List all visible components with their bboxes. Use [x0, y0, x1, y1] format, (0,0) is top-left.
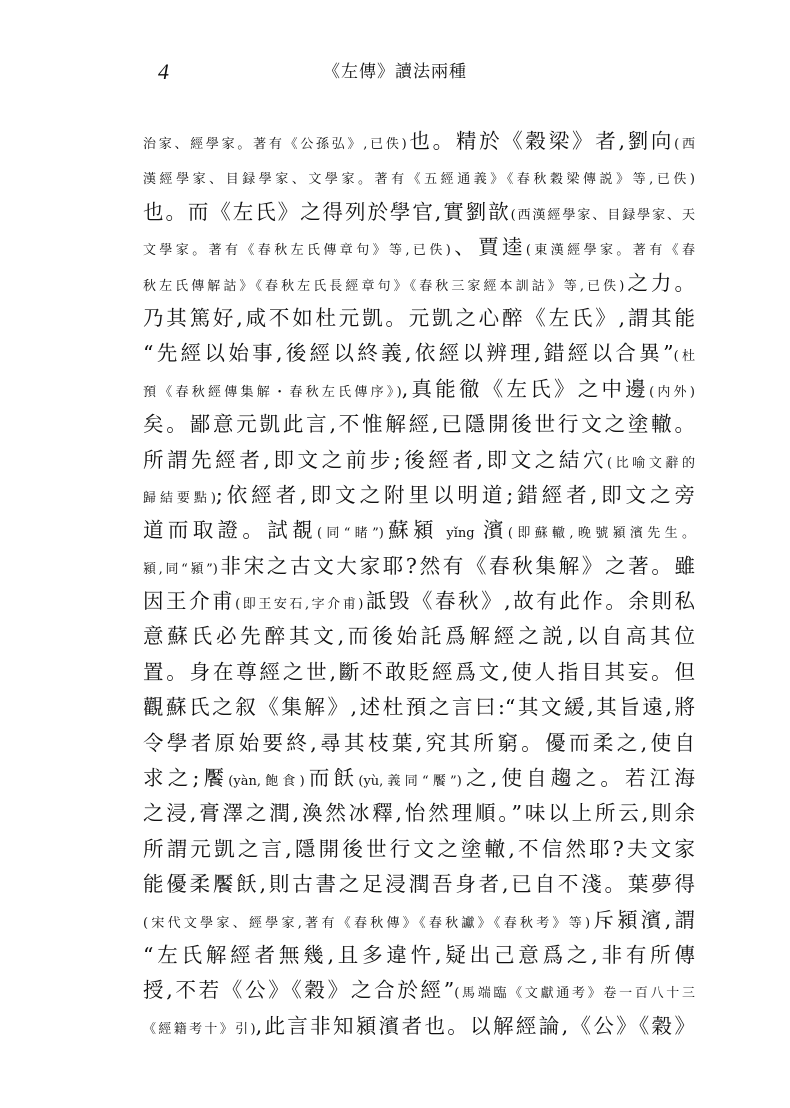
annotation-note: (内外): [649, 384, 695, 400]
main-text: 之力。: [624, 270, 695, 295]
main-text: 蘇潁: [383, 518, 438, 543]
main-text: 令學者原始要終,尋其枝葉,究其所窮。優而柔之,使自: [143, 730, 695, 755]
main-text: ;依經者,即文之附里以明道;錯經者,即文之旁: [215, 482, 695, 507]
text-line: [143, 478, 695, 513]
text-line: [143, 1009, 695, 1044]
annotation-note: yǐng: [437, 526, 484, 542]
page-number: 4: [158, 59, 169, 84]
annotation-note: (東漢經學家。著有《春: [525, 243, 695, 259]
main-text: ,真能徹《左氏》之中邊: [401, 376, 650, 401]
page-header: [0, 58, 790, 88]
main-text: 斥潁濱,謂: [590, 907, 695, 932]
text-line: [143, 655, 695, 690]
annotation-note: 秋左氏傳解詁》《春秋左氏長經章句》《春秋三家經本訓詁》等,已佚): [143, 278, 625, 294]
main-text: 能優柔饜飫,則古書之足浸潤吾身者,已自不淺。葉夢得: [143, 872, 695, 897]
text-line: [143, 230, 695, 265]
text-line: [143, 796, 695, 831]
annotation-note: (杜: [673, 349, 695, 365]
main-text: 意蘇氏必先醉其文,而後始託爲解經之説,以自高其位: [143, 624, 695, 649]
main-text: 之,使自趨之。若江海: [461, 766, 695, 791]
annotation-note: (西漢經學家、目録學家、天: [510, 207, 695, 223]
annotation-note: (即王安石,字介甫): [235, 597, 364, 613]
annotation-note: (馬端臨《文獻通考》卷一百八十三: [454, 986, 695, 1002]
main-text: 所謂元凱之言,隱開後世行文之塗轍,不信然耶?夫文家: [143, 836, 695, 861]
main-text: 因王介甫: [143, 589, 236, 614]
main-text: 而飫: [304, 766, 359, 791]
text-line: [143, 301, 695, 336]
annotation-note: 文學家。著有《春秋左氏傳章句》等,已佚): [143, 243, 451, 259]
annotation-note: 歸結要點): [143, 490, 216, 506]
text-line: [143, 619, 695, 654]
text-line: [143, 973, 695, 1008]
text-line: [143, 690, 695, 725]
main-text: 、賈逵: [450, 235, 526, 260]
annotation-note: (即蘇轍,晚號潁濱先生。: [507, 526, 695, 542]
annotation-note: (yàn,飽食): [228, 774, 305, 790]
main-text: 觀蘇氏之叙《集解》,述杜預之言曰:“其文緩,其旨遠,將: [143, 695, 695, 720]
body-text: [143, 124, 695, 1044]
annotation-note: 《經籍考十》引): [143, 1021, 256, 1037]
text-line: [143, 336, 695, 371]
text-line: [143, 549, 695, 584]
text-line: [143, 903, 695, 938]
main-text: 矣。鄙意元凱此言,不惟解經,已隱開後世行文之塗轍。: [143, 412, 695, 437]
text-line: [143, 443, 695, 478]
text-line: [143, 832, 695, 867]
text-line: [143, 159, 695, 194]
annotation-note: (同“睹”): [316, 526, 384, 542]
text-line: [143, 938, 695, 973]
text-line: [143, 513, 695, 548]
text-line: [143, 584, 695, 619]
text-line: [143, 195, 695, 230]
annotation-note: (yù,義同“饜”): [358, 774, 462, 790]
text-line: [143, 124, 695, 159]
text-line: [143, 761, 695, 796]
main-text: “左氏解經者無幾,且多違忤,疑出己意爲之,非有所傳: [143, 942, 695, 967]
main-text: 非宋之古文大家耶?然有《春秋集解》之著。雖: [217, 553, 695, 578]
main-text: 詆毁《春秋》,故有此作。余則私: [363, 589, 695, 614]
annotation-note: 漢經學家、目録學家、文學家。著有《五經通義》《春秋穀梁傳説》等,已佚): [143, 172, 695, 188]
annotation-note: 預《春秋經傳集解・春秋左氏傳序》): [143, 384, 402, 400]
text-line: [143, 266, 695, 301]
main-text: 所謂先經者,即文之前步;後經者,即文之結穴: [143, 447, 608, 472]
annotation-note: (西: [674, 137, 695, 152]
annotation-note: 治家、經學家。著有《公孫弘》,已佚): [143, 137, 407, 152]
annotation-note: (宋代文學家、經學家,著有《春秋傳》《春秋讞》《春秋考》等): [143, 915, 591, 931]
text-line: [143, 726, 695, 761]
main-text: 之浸,膏澤之潤,渙然冰釋,怡然理順。”味以上所云,則余: [143, 801, 695, 826]
text-line: [143, 372, 695, 407]
text-line: [143, 407, 695, 442]
main-text: 乃其篤好,咸不如杜元凱。元凱之心醉《左氏》,謂其能: [143, 305, 695, 330]
main-text: 授,不若《公》《穀》之合於經”: [143, 978, 455, 1003]
main-text: 也。精於《穀梁》者,劉向: [406, 129, 675, 153]
main-text: ,此言非知潁濱者也。以解經論,《公》《穀》: [255, 1013, 695, 1038]
annotation-note: 潁,同“潁”): [143, 561, 218, 577]
main-text: “先經以始事,後經以終義,依經以辨理,錯經以合異”: [143, 341, 674, 366]
main-text: 道而取證。試覩: [143, 518, 317, 543]
main-text: 也。而《左氏》之得列於學官,實劉歆: [143, 199, 511, 224]
main-text: 置。身在尊經之世,斷不敢貶經爲文,使人指目其妄。但: [143, 659, 695, 684]
annotation-note: (比喻文辭的: [607, 455, 695, 471]
main-text: 濱: [483, 518, 508, 543]
text-line: [143, 867, 695, 902]
running-title: 《左傳》讀法兩種: [323, 62, 467, 82]
main-text: 求之;饜: [143, 766, 229, 791]
